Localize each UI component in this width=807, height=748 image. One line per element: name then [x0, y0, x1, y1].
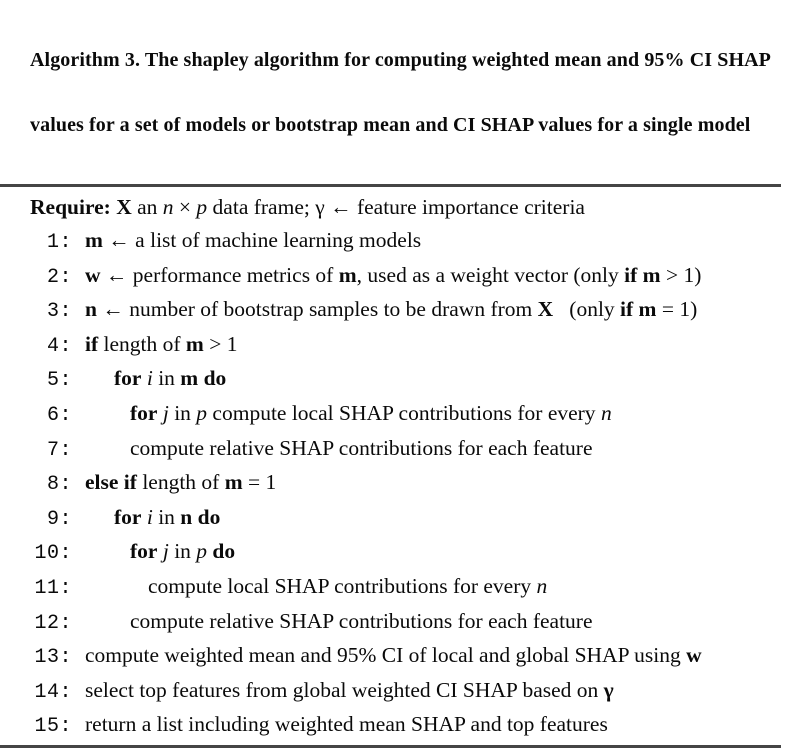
text-segment: = 1	[242, 470, 277, 495]
bottom-rule	[0, 745, 781, 748]
text-segment: in	[168, 400, 197, 425]
algorithm-line	[0, 638, 807, 673]
text-segment: return a list including weighted mean SHAP and top features	[85, 712, 608, 737]
line-number: 10:	[34, 542, 72, 566]
algorithm-line	[0, 223, 807, 258]
line-number: 11:	[34, 576, 72, 600]
text-segment: n	[162, 195, 174, 219]
text-segment: length of	[136, 470, 225, 495]
text-segment: for	[114, 366, 142, 391]
text-segment: compute relative SHAP contributions for each feature	[130, 608, 593, 633]
line-number: 13:	[34, 646, 72, 670]
text-segment: w	[85, 262, 101, 287]
algorithm-line	[0, 707, 807, 742]
text-segment: j	[162, 400, 169, 425]
text-segment: compute local SHAP contributions for every	[207, 400, 601, 425]
text-segment: n	[536, 573, 548, 598]
text-segment: m	[224, 470, 243, 495]
line-number: 12:	[34, 611, 72, 635]
algorithm-line	[0, 292, 807, 327]
line-content	[72, 678, 614, 702]
text-segment: for	[130, 400, 158, 425]
text-segment: compute local SHAP contributions for every	[148, 573, 537, 598]
text-segment: m	[185, 331, 204, 356]
algorithm-line	[0, 431, 807, 466]
text-segment: ← a list of machine learning models	[102, 228, 422, 252]
line-number: 14:	[34, 680, 72, 704]
text-segment: (only	[553, 297, 621, 322]
algorithm-line	[0, 604, 807, 639]
text-segment: ← performance metrics of	[100, 262, 339, 287]
algorithm-line	[0, 396, 807, 431]
text-segment: w	[686, 643, 702, 668]
line-content	[72, 505, 220, 529]
text-segment: Require:	[30, 195, 117, 219]
text-segment: n	[600, 400, 612, 425]
text-segment: do	[212, 539, 236, 564]
algorithm-title-line-1: Algorithm 3. The shapley algorithm for computing weighted mean and 95% CI SHAP	[30, 49, 771, 71]
line-number: 5:	[46, 369, 72, 393]
text-segment: for	[114, 504, 142, 529]
line-content	[72, 574, 547, 598]
text-segment: in	[152, 504, 181, 529]
line-content	[72, 332, 237, 356]
text-segment: compute relative SHAP contributions for each feature	[130, 435, 593, 460]
text-segment: length of	[98, 331, 186, 356]
text-segment: m	[338, 262, 357, 287]
line-content	[72, 470, 276, 494]
text-segment: for	[130, 539, 158, 564]
text-segment: i	[146, 504, 153, 529]
line-number: 8:	[46, 473, 72, 497]
algorithm-line	[0, 465, 807, 500]
text-segment: n do	[180, 504, 221, 529]
text-segment: p	[196, 539, 208, 564]
require-line	[0, 192, 807, 222]
algorithm-line	[0, 361, 807, 396]
line-content	[72, 401, 612, 425]
line-content	[72, 643, 702, 667]
line-number: 1:	[46, 231, 72, 254]
line-number: 9:	[46, 507, 72, 531]
text-segment: if	[85, 331, 99, 356]
line-number: 4:	[46, 334, 72, 358]
line-content	[72, 539, 235, 563]
algorithm-line	[0, 673, 807, 708]
algorithm-title	[0, 0, 807, 179]
text-segment: > 1)	[660, 262, 702, 287]
text-segment: m	[85, 228, 103, 252]
text-segment: p	[196, 400, 208, 425]
algorithm-title-line-2: values for a set of models or bootstrap mean and CI SHAP values for a single model	[30, 113, 751, 136]
line-content	[72, 436, 593, 460]
text-segment: else if	[85, 470, 137, 495]
text-segment: an	[131, 195, 163, 219]
title-separator-rule	[0, 184, 781, 187]
line-content	[72, 263, 701, 287]
line-number: 15:	[34, 715, 72, 739]
text-segment: , used as a weight vector (only	[356, 262, 625, 287]
text-segment: select top features from global weighted CI SHAP based on	[85, 677, 604, 702]
text-segment: in	[152, 366, 181, 391]
line-content	[72, 228, 421, 252]
algorithm-line	[0, 258, 807, 293]
line-number: 3:	[46, 300, 72, 324]
text-segment: ← number of bootstrap samples to be drawn from	[96, 297, 538, 322]
algorithm-line	[0, 327, 807, 362]
text-segment: compute weighted mean and 95% CI of local and global SHAP using	[85, 643, 687, 668]
text-segment: j	[162, 539, 169, 564]
text-segment: if m	[620, 297, 657, 322]
text-segment: γ	[603, 677, 614, 702]
text-segment: data frame; γ ← feature importance criteria	[207, 195, 585, 219]
line-content	[72, 297, 697, 321]
text-segment: > 1	[203, 331, 238, 356]
line-number: 2:	[46, 265, 72, 289]
line-number: 7:	[46, 438, 72, 462]
algorithm-line	[0, 500, 807, 535]
text-segment: in	[168, 539, 197, 564]
algorithm-line	[0, 569, 807, 604]
text-segment: X	[116, 195, 132, 219]
text-segment: X	[537, 297, 554, 322]
algorithm-body	[0, 223, 807, 742]
text-segment: m do	[180, 366, 227, 391]
text-segment: n	[85, 297, 97, 322]
line-content	[72, 712, 608, 736]
algorithm-line	[0, 534, 807, 569]
text-segment: ×	[173, 195, 197, 219]
line-content	[72, 366, 226, 390]
text-segment: p	[196, 195, 208, 219]
text-segment: i	[146, 366, 153, 391]
text-segment: = 1)	[656, 297, 698, 322]
text-segment: if m	[624, 262, 661, 287]
line-number: 6:	[46, 403, 72, 427]
